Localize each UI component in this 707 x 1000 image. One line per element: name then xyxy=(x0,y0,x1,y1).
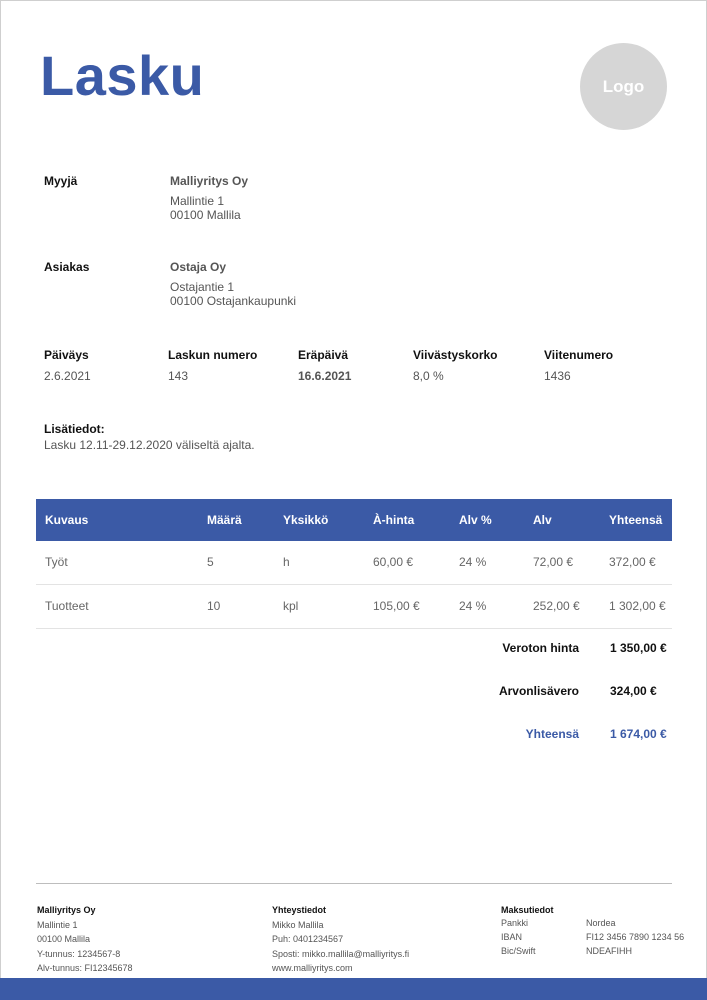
cell-unit: h xyxy=(283,555,290,569)
footer-company-line1: Mallintie 1 xyxy=(37,919,78,930)
cell-description: Työt xyxy=(45,555,68,569)
date-label: Päiväys xyxy=(44,348,89,362)
cell-quantity: 5 xyxy=(207,555,214,569)
footer-contact xyxy=(272,903,409,976)
cell-total: 1 302,00 € xyxy=(609,599,666,613)
logo-text: Logo xyxy=(602,76,645,96)
due-date-label: Eräpäivä xyxy=(298,348,349,362)
invoice-number-label: Laskun numero xyxy=(168,348,258,362)
late-interest-label: Viivästyskorko xyxy=(413,348,498,362)
grand-total-value: 1 674,00 € xyxy=(610,727,667,741)
header-unit-price: À-hinta xyxy=(373,513,415,527)
logo-placeholder xyxy=(580,43,667,130)
footer-company xyxy=(37,903,133,976)
date-value: 2.6.2021 xyxy=(44,369,91,383)
footer-payment xyxy=(501,903,554,918)
net-total-label: Veroton hinta xyxy=(502,641,579,655)
seller-label: Myyjä xyxy=(44,174,78,188)
table-header xyxy=(36,499,672,541)
footer-company-line2: 00100 Mallila xyxy=(37,934,91,944)
table-row xyxy=(36,585,672,629)
customer-address-line1: Ostajantie 1 xyxy=(170,280,235,294)
cell-vat-percent: 24 % xyxy=(459,599,487,613)
footer-company-line3: Y-tunnus: 1234567-8 xyxy=(37,948,121,959)
net-total-value: 1 350,00 € xyxy=(610,641,667,655)
cell-unit-price: 105,00 € xyxy=(373,599,420,613)
seller-name: Malliyritys Oy xyxy=(170,174,249,188)
late-interest-value: 8,0 % xyxy=(413,369,444,383)
cell-unit: kpl xyxy=(283,599,299,613)
header-quantity: Määrä xyxy=(207,513,242,527)
footer-payment-heading: Maksutiedot xyxy=(501,905,554,915)
footer-bank-label: Pankki xyxy=(501,918,529,928)
header-total: Yhteensä xyxy=(609,513,663,527)
footer-company-name: Malliyritys Oy xyxy=(37,905,96,915)
footer-bic-label: Bic/Swift xyxy=(501,946,536,956)
cell-unit-price: 60,00 € xyxy=(373,555,414,569)
footer-contact-heading: Yhteystiedot xyxy=(272,905,327,915)
footer-contact-line4: www.malliyritys.com xyxy=(272,963,353,973)
header-description: Kuvaus xyxy=(45,513,89,527)
footer-divider xyxy=(36,883,672,884)
customer-address-line2: 00100 Ostajankaupunki xyxy=(170,294,297,308)
footer-bic-value: NDEAFIHH xyxy=(586,946,633,956)
reference-label: Viitenumero xyxy=(544,348,614,362)
footer-iban-value: FI12 3456 7890 1234 56 xyxy=(586,932,685,942)
notes-label: Lisätiedot: xyxy=(44,422,105,436)
due-date-value: 16.6.2021 xyxy=(298,369,352,383)
customer-label: Asiakas xyxy=(44,260,90,274)
footer-bank-value: Nordea xyxy=(586,918,616,928)
vat-total-label: Arvonlisävero xyxy=(498,684,579,698)
cell-total: 372,00 € xyxy=(609,555,656,569)
header-vat: Alv xyxy=(533,513,552,527)
invoice-number-value: 143 xyxy=(168,369,189,383)
footer-accent-bar xyxy=(0,978,707,1000)
cell-vat-percent: 24 % xyxy=(459,555,487,569)
seller-address-line1: Mallintie 1 xyxy=(170,194,225,208)
customer-name: Ostaja Oy xyxy=(170,260,227,274)
notes-text: Lasku 12.11-29.12.2020 väliseltä ajalta. xyxy=(44,438,255,452)
footer-contact-line1: Mikko Mallila xyxy=(272,919,324,930)
table-row xyxy=(36,541,672,585)
invoice-title: Lasku xyxy=(40,44,205,107)
cell-vat: 252,00 € xyxy=(533,599,580,613)
cell-description: Tuotteet xyxy=(45,599,89,613)
cell-quantity: 10 xyxy=(207,599,221,613)
cell-vat: 72,00 € xyxy=(533,555,574,569)
vat-total-value: 324,00 € xyxy=(610,684,657,698)
reference-value: 1436 xyxy=(544,369,571,383)
seller-address-line2: 00100 Mallila xyxy=(170,208,241,222)
footer-iban-label: IBAN xyxy=(501,932,523,942)
invoice-items-table xyxy=(36,499,672,629)
footer-company-line4: Alv-tunnus: FI12345678 xyxy=(37,963,133,973)
header-unit: Yksikkö xyxy=(283,513,329,527)
footer-contact-line3: Sposti: mikko.mallila@malliyritys.fi xyxy=(272,948,410,959)
footer-contact-line2: Puh: 0401234567 xyxy=(272,934,344,944)
grand-total-label: Yhteensä xyxy=(525,727,579,741)
header-vat-percent: Alv % xyxy=(459,513,492,527)
